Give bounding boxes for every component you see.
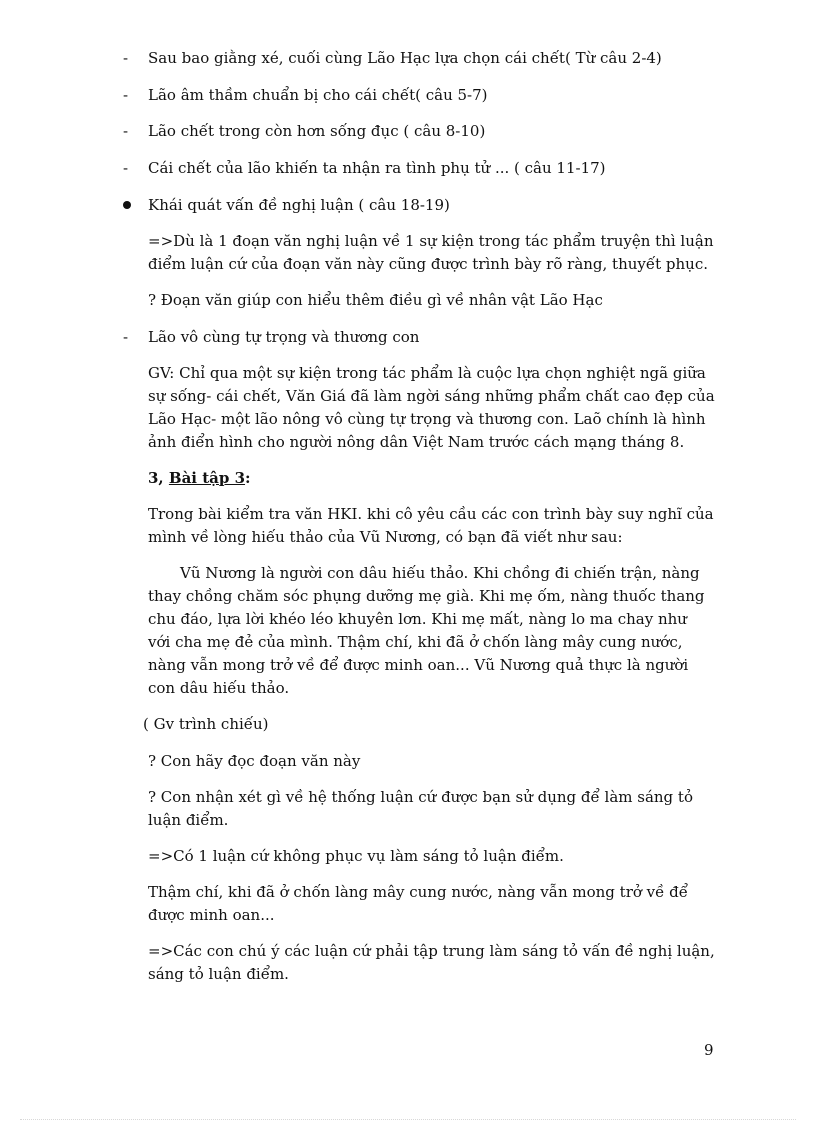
teacher-note-line: sự sống- cái chết, Văn Giá đã làm ngời sáng những phẩm chất cao đẹp của [148,387,715,405]
list-item-choose-death: Sau bao giằng xé, cuối cùng Lão Hạc lựa chọn cái chết( Từ câu 2-4) [148,49,662,67]
teacher-note-line: Lão Hạc- một lão nông vô cùng tự trọng và thương con. Laõ chính là hình [148,410,706,428]
teacher-note-line: GV: Chỉ qua một sự kiện trong tác phẩm là cuộc lựa chọn nghiệt ngã giữa [148,364,706,382]
list-dash: - [123,122,129,140]
quoted-paragraph-line: Vũ Nương là người con dâu hiếu thảo. Khi chồng đi chiến trận, nàng [180,564,700,582]
list-dash: - [123,328,129,346]
conclusion-line: =>Dù là 1 đoạn văn nghị luận về 1 sự kiện trong tác phẩm truyện thì luận [148,232,714,250]
page-number: 9 [704,1041,714,1059]
exercise-title: Bài tập 3 [168,469,246,487]
list-item-prepare-death: Lão âm thầm chuẩn bị cho cái chết( câu 5-7) [148,86,488,104]
quoted-paragraph-line: chu đáo, lựa lời khéo léo khuyên lơn. Khi mẹ mất, nàng lo ma chay như [148,610,687,628]
answer-line: =>Có 1 luận cứ không phục vụ làm sáng tỏ luận điểm. [148,847,564,865]
teacher-show-note: ( Gv trình chiếu) [143,715,269,733]
intro-line: mình về lòng hiếu thảo của Vũ Nương, có bạn đã viết như sau: [148,528,623,546]
quoted-paragraph-line: thay chồng chăm sóc phụng dưỡng mẹ già. Khi mẹ ốm, nàng thuốc thang [148,587,705,605]
list-dash: - [123,159,129,177]
quoted-paragraph-line: nàng vẫn mong trở về để được minh oan... Vũ Nương quả thực là người [148,656,689,674]
list-dash: - [123,49,129,67]
conclusion-line: điểm luận cứ của đoạn văn này cũng được trình bày rõ ràng, thuyết phục. [148,255,708,273]
exercise-number: 3, [148,469,164,487]
quoted-paragraph-line: con dâu hiếu thảo. [148,679,290,697]
exercise-colon: : [245,469,251,487]
bullet-icon [123,201,131,209]
quote-excerpt-line: được minh oan... [148,906,275,924]
list-item-fatherly-love: Cái chết của lão khiến ta nhận ra tình phụ tử ... ( câu 11-17) [148,159,606,177]
question-line: ? Con nhận xét gì về hệ thống luận cứ được bạn sử dụng để làm sáng tỏ [148,788,693,806]
bullet-item-summary: Khái quát vấn đề nghị luận ( câu 18-19) [148,196,450,214]
conclusion-line: =>Các con chú ý các luận cứ phải tập trung làm sáng tỏ vấn đề nghị luận, [148,942,715,960]
page-bottom-rule [20,1119,796,1120]
question-line: ? Con hãy đọc đoạn văn này [148,752,361,770]
list-item-die-pure: Lão chết trong còn hơn sống đục ( câu 8-10) [148,122,486,140]
conclusion-line: sáng tỏ luận điểm. [148,965,289,983]
intro-line: Trong bài kiểm tra văn HKI. khi cô yêu cầu các con trình bày suy nghĩ của [148,505,714,523]
quote-excerpt-line: Thậm chí, khi đã ở chốn làng mây cung nước, nàng vẫn mong trở về để [148,883,688,901]
question-line: ? Đoạn văn giúp con hiểu thêm điều gì về nhân vật Lão Hạc [148,291,603,309]
teacher-note-line: ảnh điển hình cho người nông dân Việt Nam trước cách mạng tháng 8. [148,433,685,451]
question-line: luận điểm. [148,811,229,829]
list-dash: - [123,86,129,104]
exercise-heading [148,467,251,490]
quoted-paragraph-line: với cha mẹ đẻ của mình. Thậm chí, khi đã ở chốn làng mây cung nước, [148,633,683,651]
list-item-self-respect: Lão vô cùng tự trọng và thương con [148,328,420,346]
